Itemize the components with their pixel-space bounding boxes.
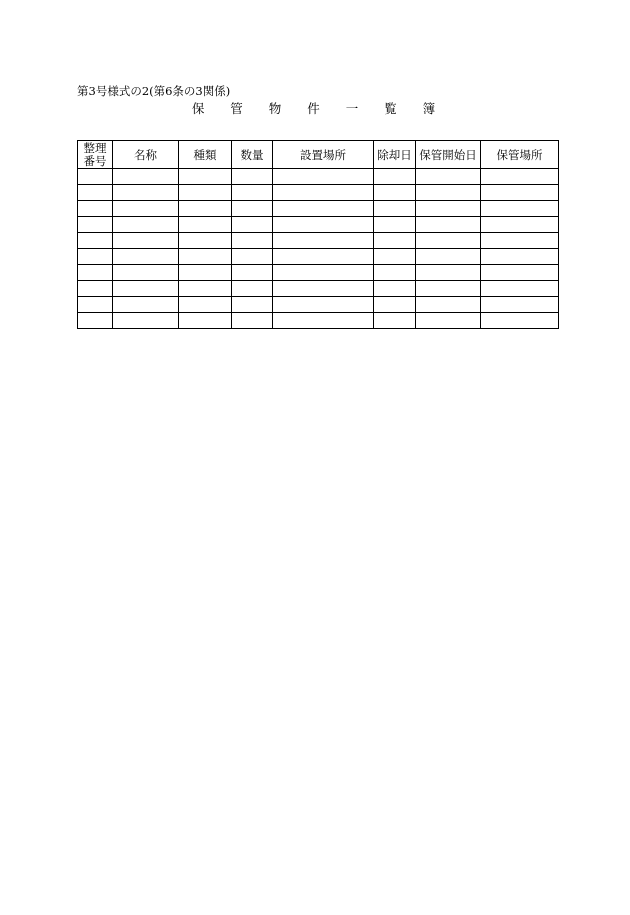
table-cell <box>273 185 374 201</box>
table-cell <box>273 233 374 249</box>
table-cell <box>374 297 416 313</box>
storage-register-table <box>77 140 559 329</box>
table-row <box>78 201 559 217</box>
table-cell <box>416 281 481 297</box>
header-shurui: 種類 <box>179 141 232 169</box>
header-suryo: 数量 <box>232 141 273 169</box>
table-cell <box>481 281 559 297</box>
table-cell <box>113 313 179 329</box>
table-cell <box>232 313 273 329</box>
table-cell <box>232 185 273 201</box>
table-cell <box>481 297 559 313</box>
table-cell <box>232 249 273 265</box>
table-cell <box>113 169 179 185</box>
table-cell <box>374 233 416 249</box>
table-cell <box>232 217 273 233</box>
table-cell <box>232 265 273 281</box>
table-cell <box>179 249 232 265</box>
table-cell <box>179 281 232 297</box>
table-cell <box>416 169 481 185</box>
table-row <box>78 169 559 185</box>
table-cell <box>78 265 113 281</box>
table-row <box>78 297 559 313</box>
table-cell <box>78 185 113 201</box>
table-cell <box>374 313 416 329</box>
table-cell <box>416 297 481 313</box>
table-row <box>78 249 559 265</box>
header-seiri-bango <box>78 141 113 169</box>
table-cell <box>374 249 416 265</box>
table-cell <box>374 265 416 281</box>
table-cell <box>113 201 179 217</box>
header-seiri-bango-line-2: 番号 <box>83 153 107 168</box>
table-cell <box>481 185 559 201</box>
header-setchi-basho: 設置場所 <box>273 141 374 169</box>
table-row <box>78 313 559 329</box>
table-cell <box>179 217 232 233</box>
table-cell <box>78 201 113 217</box>
table-cell <box>232 297 273 313</box>
table-cell <box>179 265 232 281</box>
table-cell <box>273 249 374 265</box>
table-cell <box>232 281 273 297</box>
table-cell <box>113 217 179 233</box>
table-cell <box>179 169 232 185</box>
table-cell <box>179 297 232 313</box>
table-cell <box>416 201 481 217</box>
table-cell <box>113 281 179 297</box>
table-cell <box>416 313 481 329</box>
table-header-row <box>78 141 559 169</box>
table-cell <box>113 185 179 201</box>
table-row <box>78 281 559 297</box>
table-cell <box>416 233 481 249</box>
table-cell <box>374 201 416 217</box>
table-cell <box>481 217 559 233</box>
form-number: 第3号様式の2(第6条の3関係) <box>77 84 231 98</box>
table-row <box>78 185 559 201</box>
table-cell <box>113 297 179 313</box>
table-cell <box>374 169 416 185</box>
table-cell <box>113 233 179 249</box>
table-cell <box>78 249 113 265</box>
table-cell <box>416 185 481 201</box>
table-cell <box>78 297 113 313</box>
table-cell <box>232 201 273 217</box>
table-cell <box>481 265 559 281</box>
table-cell <box>78 313 113 329</box>
table-cell <box>179 201 232 217</box>
table-cell <box>78 169 113 185</box>
table-cell <box>78 217 113 233</box>
table-cell <box>113 249 179 265</box>
table-cell <box>481 249 559 265</box>
table-cell <box>481 201 559 217</box>
table-cell <box>232 233 273 249</box>
table-cell <box>273 265 374 281</box>
table-cell <box>481 169 559 185</box>
document-title: 保 管 物 件 一 覧 簿 <box>191 101 447 116</box>
table-cell <box>273 297 374 313</box>
table-cell <box>374 217 416 233</box>
header-jokyakubi: 除却日 <box>374 141 416 169</box>
table-cell <box>232 169 273 185</box>
header-hokan-kaishibi: 保管開始日 <box>416 141 481 169</box>
table-cell <box>416 265 481 281</box>
table-cell <box>78 281 113 297</box>
table-body <box>78 169 559 329</box>
table-cell <box>374 281 416 297</box>
table-cell <box>374 185 416 201</box>
table-cell <box>481 313 559 329</box>
table-cell <box>273 313 374 329</box>
table-cell <box>113 265 179 281</box>
table-cell <box>179 313 232 329</box>
table-cell <box>481 233 559 249</box>
header-seiri-bango-line-1: 整理 <box>83 140 107 155</box>
header-meisho: 名称 <box>113 141 179 169</box>
table-cell <box>416 217 481 233</box>
table-cell <box>273 201 374 217</box>
table-row <box>78 217 559 233</box>
table-row <box>78 233 559 249</box>
header-hokan-basho: 保管場所 <box>481 141 559 169</box>
table-cell <box>179 185 232 201</box>
table-row <box>78 265 559 281</box>
table-cell <box>273 217 374 233</box>
table-cell <box>273 281 374 297</box>
table-cell <box>179 233 232 249</box>
table-cell <box>273 169 374 185</box>
table-cell <box>416 249 481 265</box>
table-cell <box>78 233 113 249</box>
